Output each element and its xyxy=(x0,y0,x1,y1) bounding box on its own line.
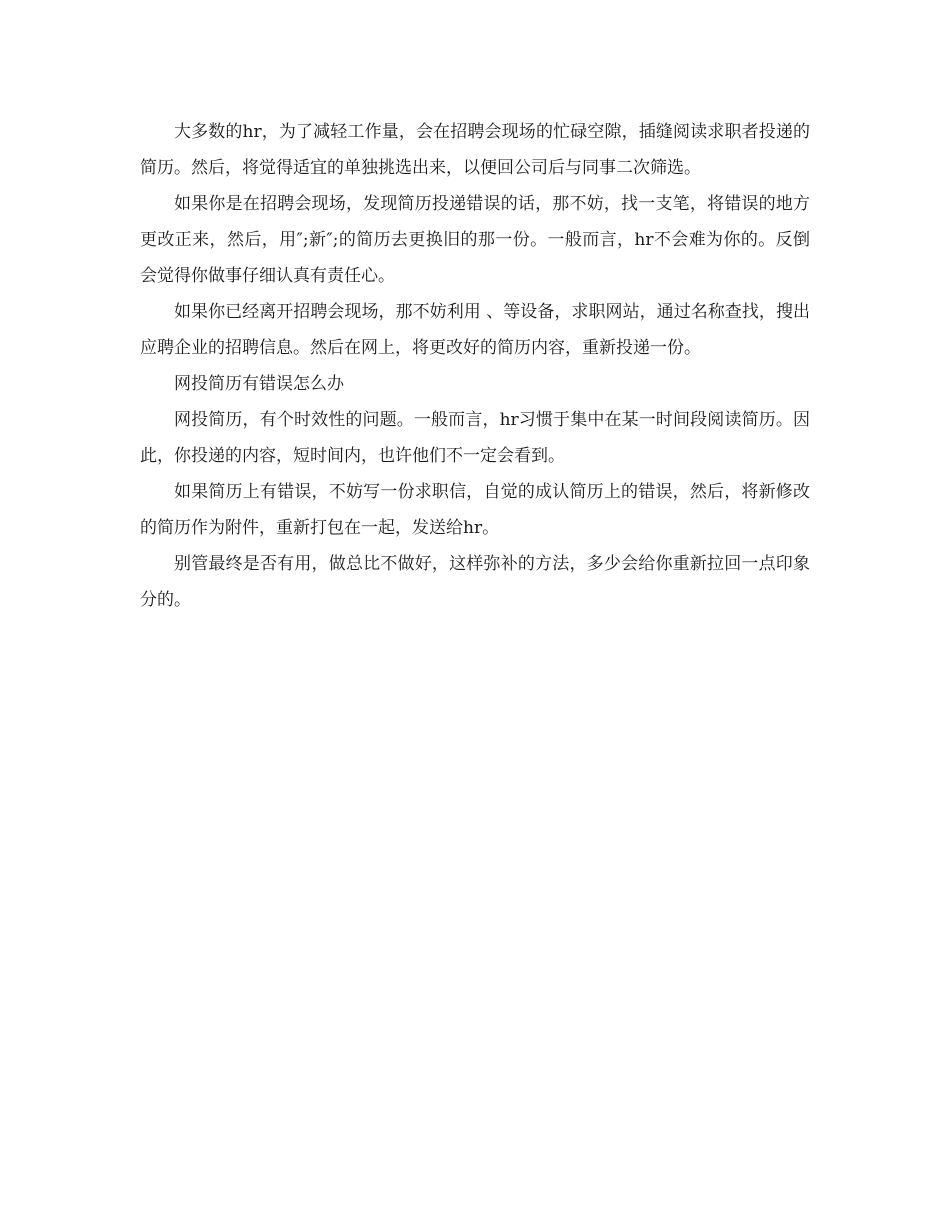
paragraph-conclusion: 别管最终是否有用，做总比不做好，这样弥补的方法，多少会给你重新拉回一点印象分的。 xyxy=(140,554,810,610)
section-heading: 网投简历有错误怎么办 xyxy=(174,374,344,394)
paragraph-onsite-correction: 如果你是在招聘会现场，发现简历投递错误的话，那不妨，找一支笔，将错误的地方更改正来，然后，用″;新″;的简历去更换旧的那一份。一般而言，hr不会难为你的。反倒会觉得你做事仔细认真有责任心。 xyxy=(140,194,810,286)
paragraph-cover-letter: 如果简历上有错误，不妨写一份求职信，自觉的成认简历上的错误，然后，将新修改的简历作为附件，重新打包在一起，发送给hr。 xyxy=(140,482,810,538)
paragraph-resubmit-online: 如果你已经离开招聘会现场，那不妨利用 、等设备，求职网站，通过名称查找，搜出应聘企业的招聘信息。然后在网上，将更改好的简历内容，重新投递一份。 xyxy=(140,302,810,358)
document-body xyxy=(140,114,810,618)
paragraph-timeliness: 网投简历，有个时效性的问题。一般而言，hr习惯于集中在某一时间段阅读简历。因此，你投递的内容，短时间内，也许他们不一定会看到。 xyxy=(140,410,810,466)
paragraph-hr-reading: 大多数的hr，为了减轻工作量，会在招聘会现场的忙碌空隙，插缝阅读求职者投递的简历。然后，将觉得适宜的单独挑选出来，以便回公司后与同事二次筛选。 xyxy=(140,122,810,178)
